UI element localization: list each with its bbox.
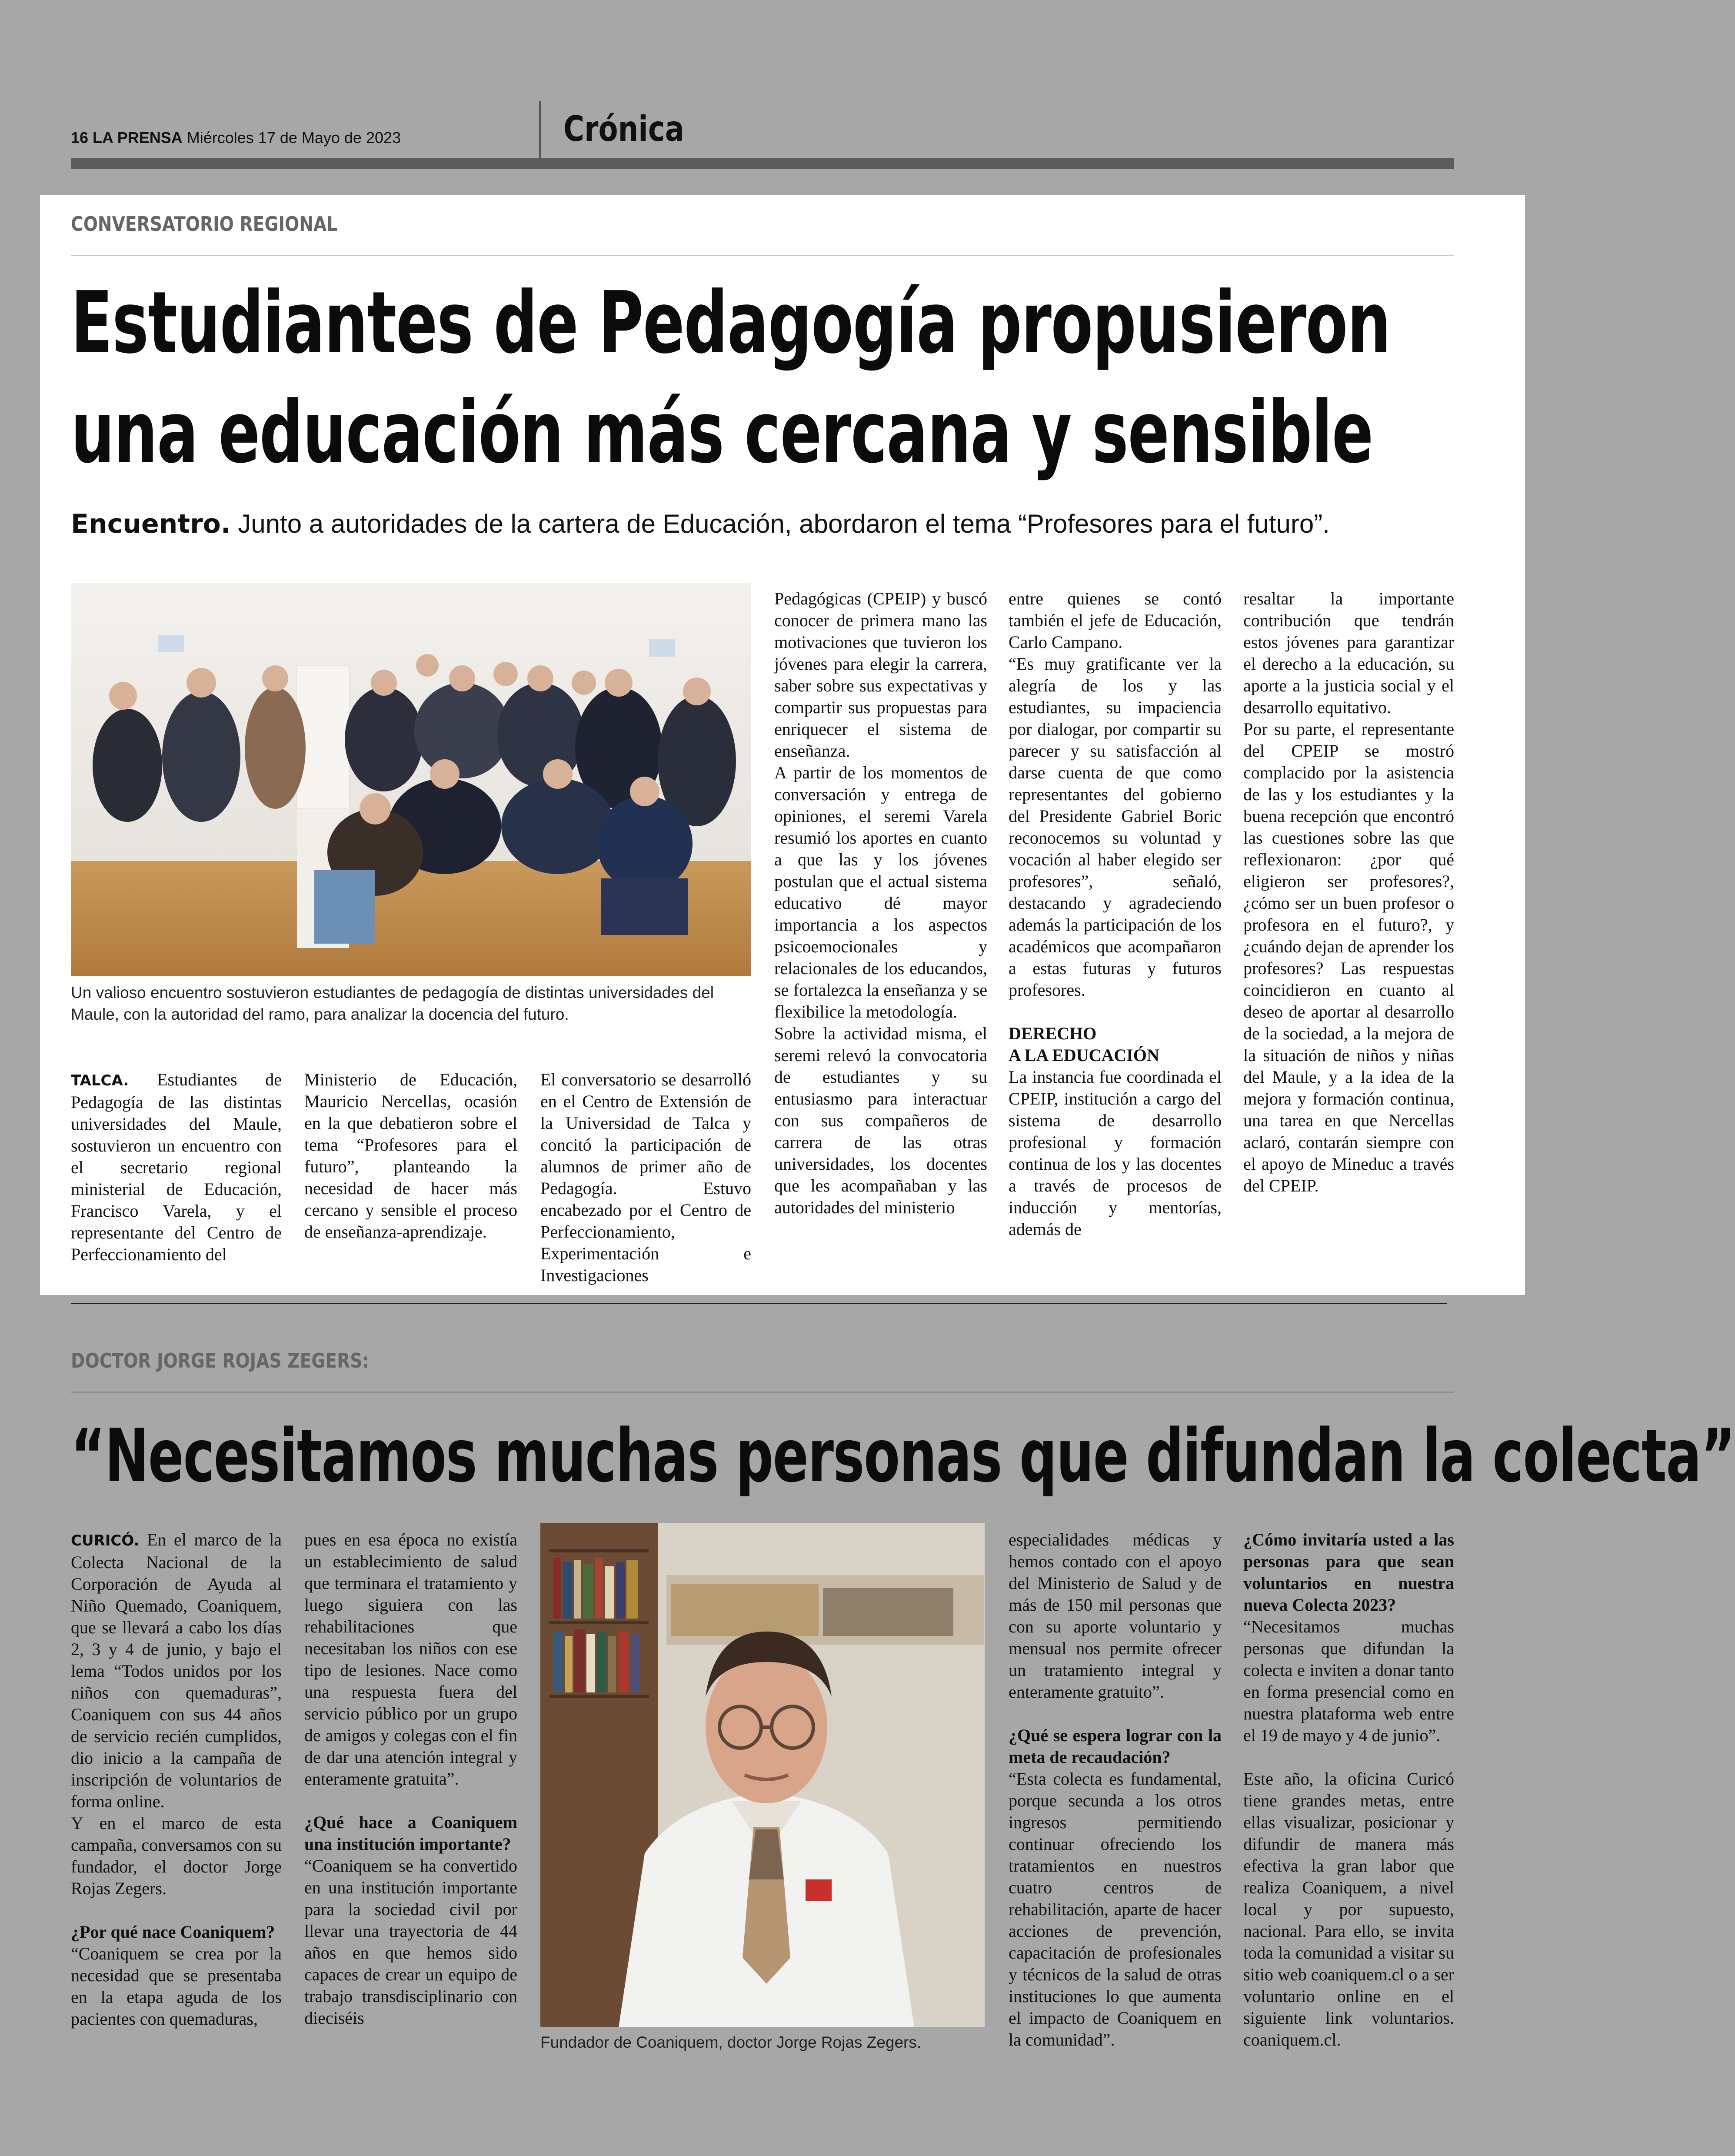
article1-column-1 — [71, 1069, 282, 1265]
group-photo-illustration — [71, 583, 751, 976]
article1-col3-text: El conversatorio se desarrolló en el Centro de Extensión de la Universidad de Talca y concitó la participación de alumnos de primer año de Pedagogía. Estuvo encabezado por el Centro de Perfeccionamiento, Experimentación e Investigaciones — [540, 1070, 751, 1285]
article2-question-1: ¿Por qué nace Coaniquem? — [71, 1922, 275, 1942]
article1-col6-p1: resaltar la importante contribución que tendrán estos jóvenes para garantizar el derecho a la educación, su aporte a la justicia social y el desarrollo equitativo. — [1243, 589, 1454, 717]
article1-kicker: CONVERSATORIO REGIONAL — [71, 212, 338, 236]
article2-col2-p2: “Coaniquem se ha convertido en una institución importante para la sociedad civil por llevar una trayectoria de 44 años en que hemos sido capaces de crear un equipo de trabajo transdisciplinario con dieciséis — [304, 1856, 517, 2028]
portrait-illustration — [540, 1523, 985, 2027]
article1-photo-caption: Un valioso encuentro sostuvieron estudiantes de pedagogía de distintas universidades del Maule, con la autoridad del ramo, para analizar la docencia del futuro. — [71, 984, 714, 1023]
article1-col4-p2: A partir de los momentos de conversación y entrega de opiniones, el seremi Varela resumió los aportes en cuanto a que las y los jóvenes postulan que el actual sistema educativo dé mayor importancia a los aspectos psicoemocionales y relacionales de los educandos, se fortalezca la enseñanza y se flexibilice la metodología. — [774, 763, 987, 1021]
group-photo — [71, 583, 751, 976]
article2-column-2 — [304, 1529, 517, 2029]
article2-col1-p1: En el marco de la Colecta Nacional de la Corporación de Ayuda al Niño Quemado, Coaniquem, que se llevará a cabo los días 2, 3 y 4 de junio, y bajo el lema “Todos unidos por los niños con quemaduras”, Coaniquem con sus 44 años de servicio recién cumplidos, dio inicio a la campaña de inscripción de voluntarios de forma online. — [71, 1530, 282, 1811]
article1-subhead-line1: DERECHO — [1009, 1024, 1097, 1043]
article1-col2-text: Ministerio de Educación, Mauricio Nercellas, ocasión en la que debatieron sobre el tema “Profesores para el futuro”, planteando la necesidad de hacer más cercano y sensible el proceso de enseñanza-aprendizaje. — [304, 1070, 517, 1242]
portrait-photo — [540, 1523, 985, 2027]
article2-question-3: ¿Qué se espera lograr con la meta de recaudación? — [1009, 1725, 1222, 1767]
article2-kicker: DOCTOR JORGE ROJAS ZEGERS: — [71, 1349, 370, 1372]
article1-col5-p2: “Es muy gratificante ver la alegría de los y las estudiantes, su impaciencia por dialogar, por compartir su parecer y su satisfacción al darse cuenta de que como representantes del gobierno del Presidente Gabriel Boric reconocemos su voluntad y vocación al haber elegido ser profesores”, señaló, destacando y agradeciendo además la participación de los académicos que acompañaron a estas futuras y futuros profesores. — [1009, 654, 1222, 1000]
newspaper-name: LA PRENSA — [93, 129, 183, 147]
article1-column-3 — [540, 1069, 751, 1286]
article2-col4-p1: especialidades médicas y hemos contado con el apoyo del Ministerio de Salud y de más de 150 mil personas que con su aporte voluntario y mensual nos permite ofrecer un tratamiento integral y enteramente gratuito”. — [1009, 1530, 1222, 1702]
article1-col4-p1: Pedagógicas (CPEIP) y buscó conocer de primera mano las motivaciones que tuvieron los jóvenes para elegir la carrera, saber sobre sus expectativas y compartir sus propuestas para enriquecer el sistema de enseñanza. — [774, 589, 987, 761]
article1-col5-p1: entre quienes se contó también el jefe de Educación, Carlo Campano. — [1009, 589, 1222, 652]
article2-col1-p3: “Coaniquem se crea por la necesidad que se presentaba en la etapa aguda de los pacientes con quemaduras, — [71, 1944, 282, 2029]
article1-column-2 — [304, 1069, 517, 1243]
article1-col4-p3: Sobre la actividad misma, el seremi relevó la convocatoria de estudiantes y su entusiasmo para interactuar con sus compañeros de carrera de las otras universidades, los docentes que les acompañaban y las autoridades del ministerio — [774, 1024, 987, 1217]
article1-col6-p2: Por su parte, el representante del CPEIP se mostró complacido por la asistencia de las y los estudiantes y la buena recepción que encontró las cuestiones sobre las que reflexionaron: ¿por qué eligieron ser profesores?, ¿cómo ser un buen profesor o profesora en el futuro?, y ¿cuándo dejan de aprender los profesores? Las respuestas coincidieron en cuanto al deseo de aportar al desarrollo de la sociedad, a la mejora de la situación de niños y niñas del Maule, y a la idea de la mejora y formación continua, una tarea en que Nercellas aclaró, contarán siempre con el apoyo de Mineduc a través del CPEIP. — [1243, 719, 1454, 1195]
article2-col4-p2: “Esta colecta es fundamental, porque secunda a los otros ingresos permitiendo continuar ofreciendo los tratamientos en nuestros cuatro centros de rehabilitación, aparte de hacer acciones de prevención, capacitación de profesionales y técnicos de la salud de otras instituciones lo que aumenta el impacto de Coaniquem en la comunidad”. — [1009, 1769, 1222, 2049]
article1-col5-p3: La instancia fue coordinada el CPEIP, institución a cargo del sistema de desarrollo profesional y formación continua de los y las docentes a través de procesos de inducción y mentorías, además de — [1009, 1067, 1222, 1239]
article1-headline-line1: Estudiantes de Pedagogía propusieron — [71, 274, 1390, 373]
article2-dateline: CURICÓ. — [71, 1532, 140, 1549]
article2-col5-p1: “Necesitamos muchas personas que difundan la colecta e inviten a donar tanto en forma presencial como en nuestra plataforma web entre el 19 de mayo y 4 de junio”. — [1243, 1617, 1454, 1745]
article1-dateline: TALCA. — [71, 1072, 129, 1089]
article2-col5-p2: Este año, la oficina Curicó tiene grandes metas, entre ellas visualizar, posicionar y difundir de manera más efectiva la gran labor que realiza Coaniquem, a nivel local y por supuesto, nacional. Para ello, se invita toda la comunidad a visitar su sitio web coaniquem.cl o a ser voluntario online en el siguiente link voluntarios. coaniquem.cl. — [1243, 1769, 1454, 2049]
article1-subhead-line2: A LA EDUCACIÓN — [1009, 1045, 1159, 1065]
article2-photo-caption: Fundador de Coaniquem, doctor Jorge Rojas Zegers. — [540, 2033, 922, 2051]
page-number: 16 — [71, 129, 89, 147]
article1-lede — [71, 509, 1330, 539]
article2-headline: “Necesitamos muchas personas que difundan la colecta” — [71, 1413, 1735, 1499]
lede-label: Encuentro. — [71, 509, 231, 539]
page-header-info — [71, 129, 401, 147]
article1-column-4 — [774, 588, 987, 1218]
section-separator — [71, 1303, 1447, 1304]
article2-question-4: ¿Cómo invitaría usted a las personas para que sean voluntarios en nuestra nueva Colecta 2023? — [1243, 1530, 1454, 1615]
article1-column-5 — [1009, 588, 1222, 1240]
lede-text: Junto a autoridades de la cartera de Educación, abordaron el tema “Profesores para el futuro”. — [238, 509, 1330, 538]
article1-col1-text: Estudiantes de Pedagogía de las distintas universidades del Maule, sostuvieron un encuentro con el secretario regional ministerial de Educación, Francisco Varela, y el representante del Centro de Perfeccionamiento del — [71, 1070, 282, 1264]
article1-headline-line2: una educación más cercana y sensible — [71, 383, 1373, 482]
article2-question-2: ¿Qué hace a Coaniquem una institución importante? — [304, 1812, 517, 1854]
article1-kicker-rule — [71, 255, 1454, 256]
article2-col2-p1: pues en esa época no existía un establecimiento de salud que terminara el tratamiento y luego siguiera con las rehabilitaciones que necesitaban los niños con ese tipo de lesiones. Nace como una respuesta fuera del servicio público por un grupo de amigos y colegas con el fin de dar una atención integral y enteramente gratuita”. — [304, 1530, 517, 1789]
article2-kicker-rule — [71, 1392, 1454, 1393]
header-divider — [539, 101, 541, 158]
article2-col1-p2: Y en el marco de esta campaña, conversamos con su fundador, el doctor Jorge Rojas Zegers. — [71, 1813, 282, 1898]
article2-column-4 — [1009, 1529, 1222, 2051]
article1-column-6 — [1243, 588, 1454, 1197]
issue-date: Miércoles 17 de Mayo de 2023 — [186, 129, 401, 147]
article2-column-5 — [1243, 1529, 1454, 2051]
article2-column-1 — [71, 1529, 282, 2030]
header-rule — [71, 158, 1454, 169]
section-title: Crónica — [563, 109, 684, 149]
